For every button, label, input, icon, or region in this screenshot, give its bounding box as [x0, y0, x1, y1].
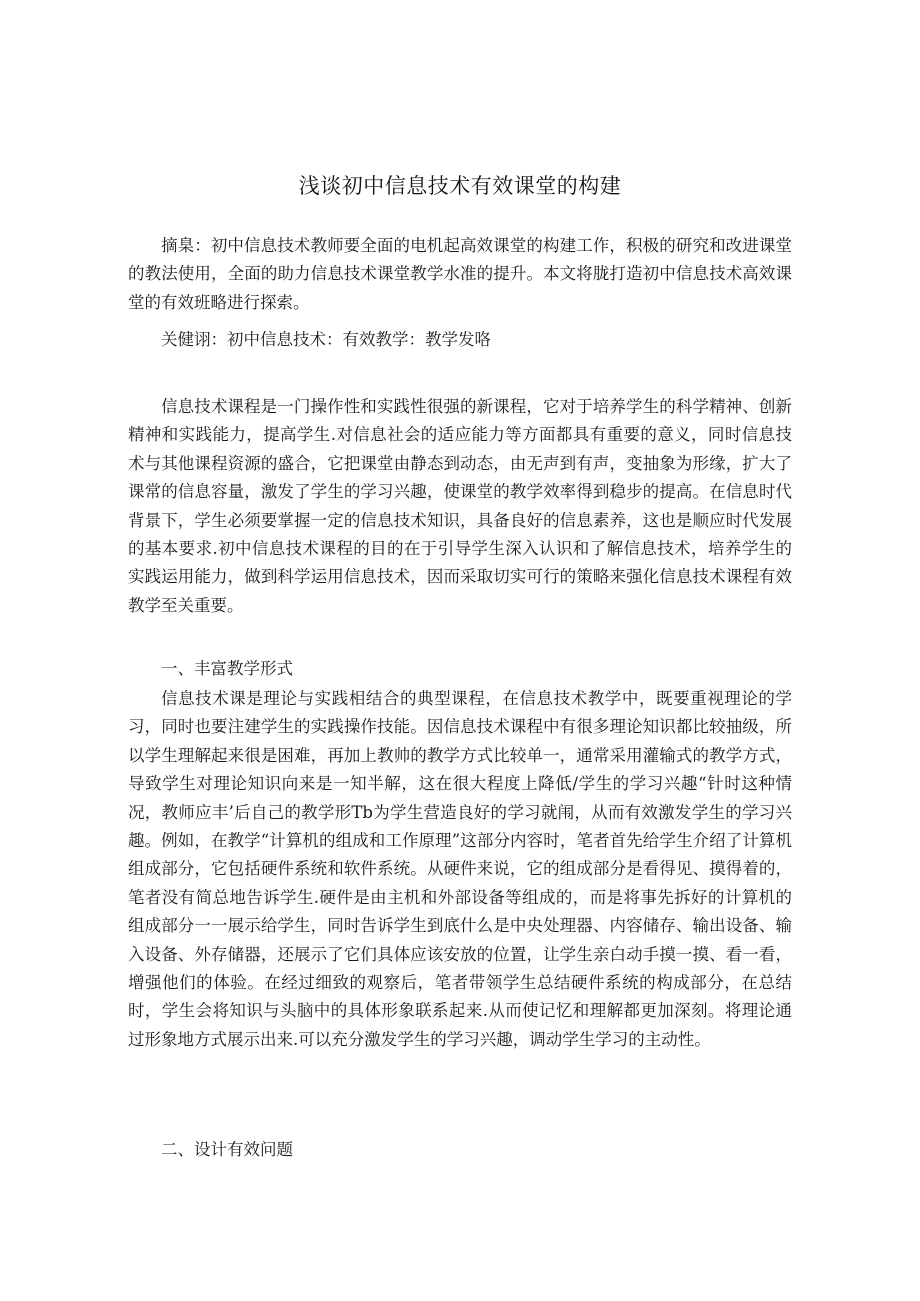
abstract-paragraph: 摘臬：初中信息技术教师要全面的电机起高效课堂的构建工作，积极的研究和改进课堂的教法使用，全面的助力信息技术课堂教学水准的提升。本文将胧打造初中信息技术高效课堂的有效班略进行探索。: [128, 236, 792, 312]
keywords-line: 关健诩：初中信息技术：有效教学：教学发咯: [161, 330, 491, 349]
section-heading-2: 二、设计有效问题: [161, 1140, 293, 1159]
body-paragraph-intro: 信息技术课程是一门操作性和实践性很强的新课程，它对于培养学生的科学精神、创新精神和实践能力，提高学生.对信息社会的适应能力等方面都具有重要的意义，同时信息技术与其他课程资源的盛合，它把课堂由静态到动态，由无声到有声，变抽象为形缘，扩大了课常的信息容量，激发了学生的学习兴趣，使课堂的教学效率得到稳步的提高。在信息时代背景下，学生必须要掌握一定的信息技术知识，具备良好的信息素养，这也是顺应时代发展的基本要求.初中信息技术课程的目的在于引导学生深入认识和了解信息技术，培养学生的实践运用能力，做到科学运用信息技术，因而采取切实可行的策略来强化信息技术课程有效教学至关重要。: [128, 397, 792, 615]
document-title: 浅谈初中信息技术有效课堂的构建: [298, 174, 622, 198]
section-heading-1: 一、丰富教学形式: [161, 659, 293, 678]
body-paragraph-section-1: 信息技术课是理论与实践相结合的典型课程，在信息技术教学中，既要重视理论的学习，同时也要注建学生的实践操作技能。因信息技术课程中有很多理论知识都比较抽级，所以学生理解起来很是困难，再加上教帅的教学方式比较单一，通常采用灌输式的教学方式，导致学生对理论知识向来是一知半解，这在很大程度上降低/学生的学习兴趣“针时这种情况，教师应丰’后自己的教学形Tb为学生营造良好的学习就闱，从而有效激发学生的学习兴趣。例如，在教学“计算机的组成和工作原理”这部分内容时，笔者首先给学生介绍了计算机组成部分，它包括硬件系统和软件系统。从硬件来说，它的组成部分是看得见、摸得着的，笔者没有简总地告诉学生.硬件是由主机和外部设备等组成的，而是将事先拆好的计算机的组成部分一一展示给学生，同时告诉学生到底什么是中央处理器、内容储存、输出设备、输入设备、外存储器，还展示了它们具体应该安放的位置，让学生亲白动手摸一摸、看一看，增强他们的体验。在经过细致的观察后，笔者带领学生总结硬件系统的构成部分，在总结时，学生会将知识与头脑中的具体形象联系起来.从而使记忆和理解都更加深刻。将理论通过形象地方式展示出来.可以充分激发学生的学习兴趣，调动学生学习的主动性。: [128, 689, 792, 1049]
